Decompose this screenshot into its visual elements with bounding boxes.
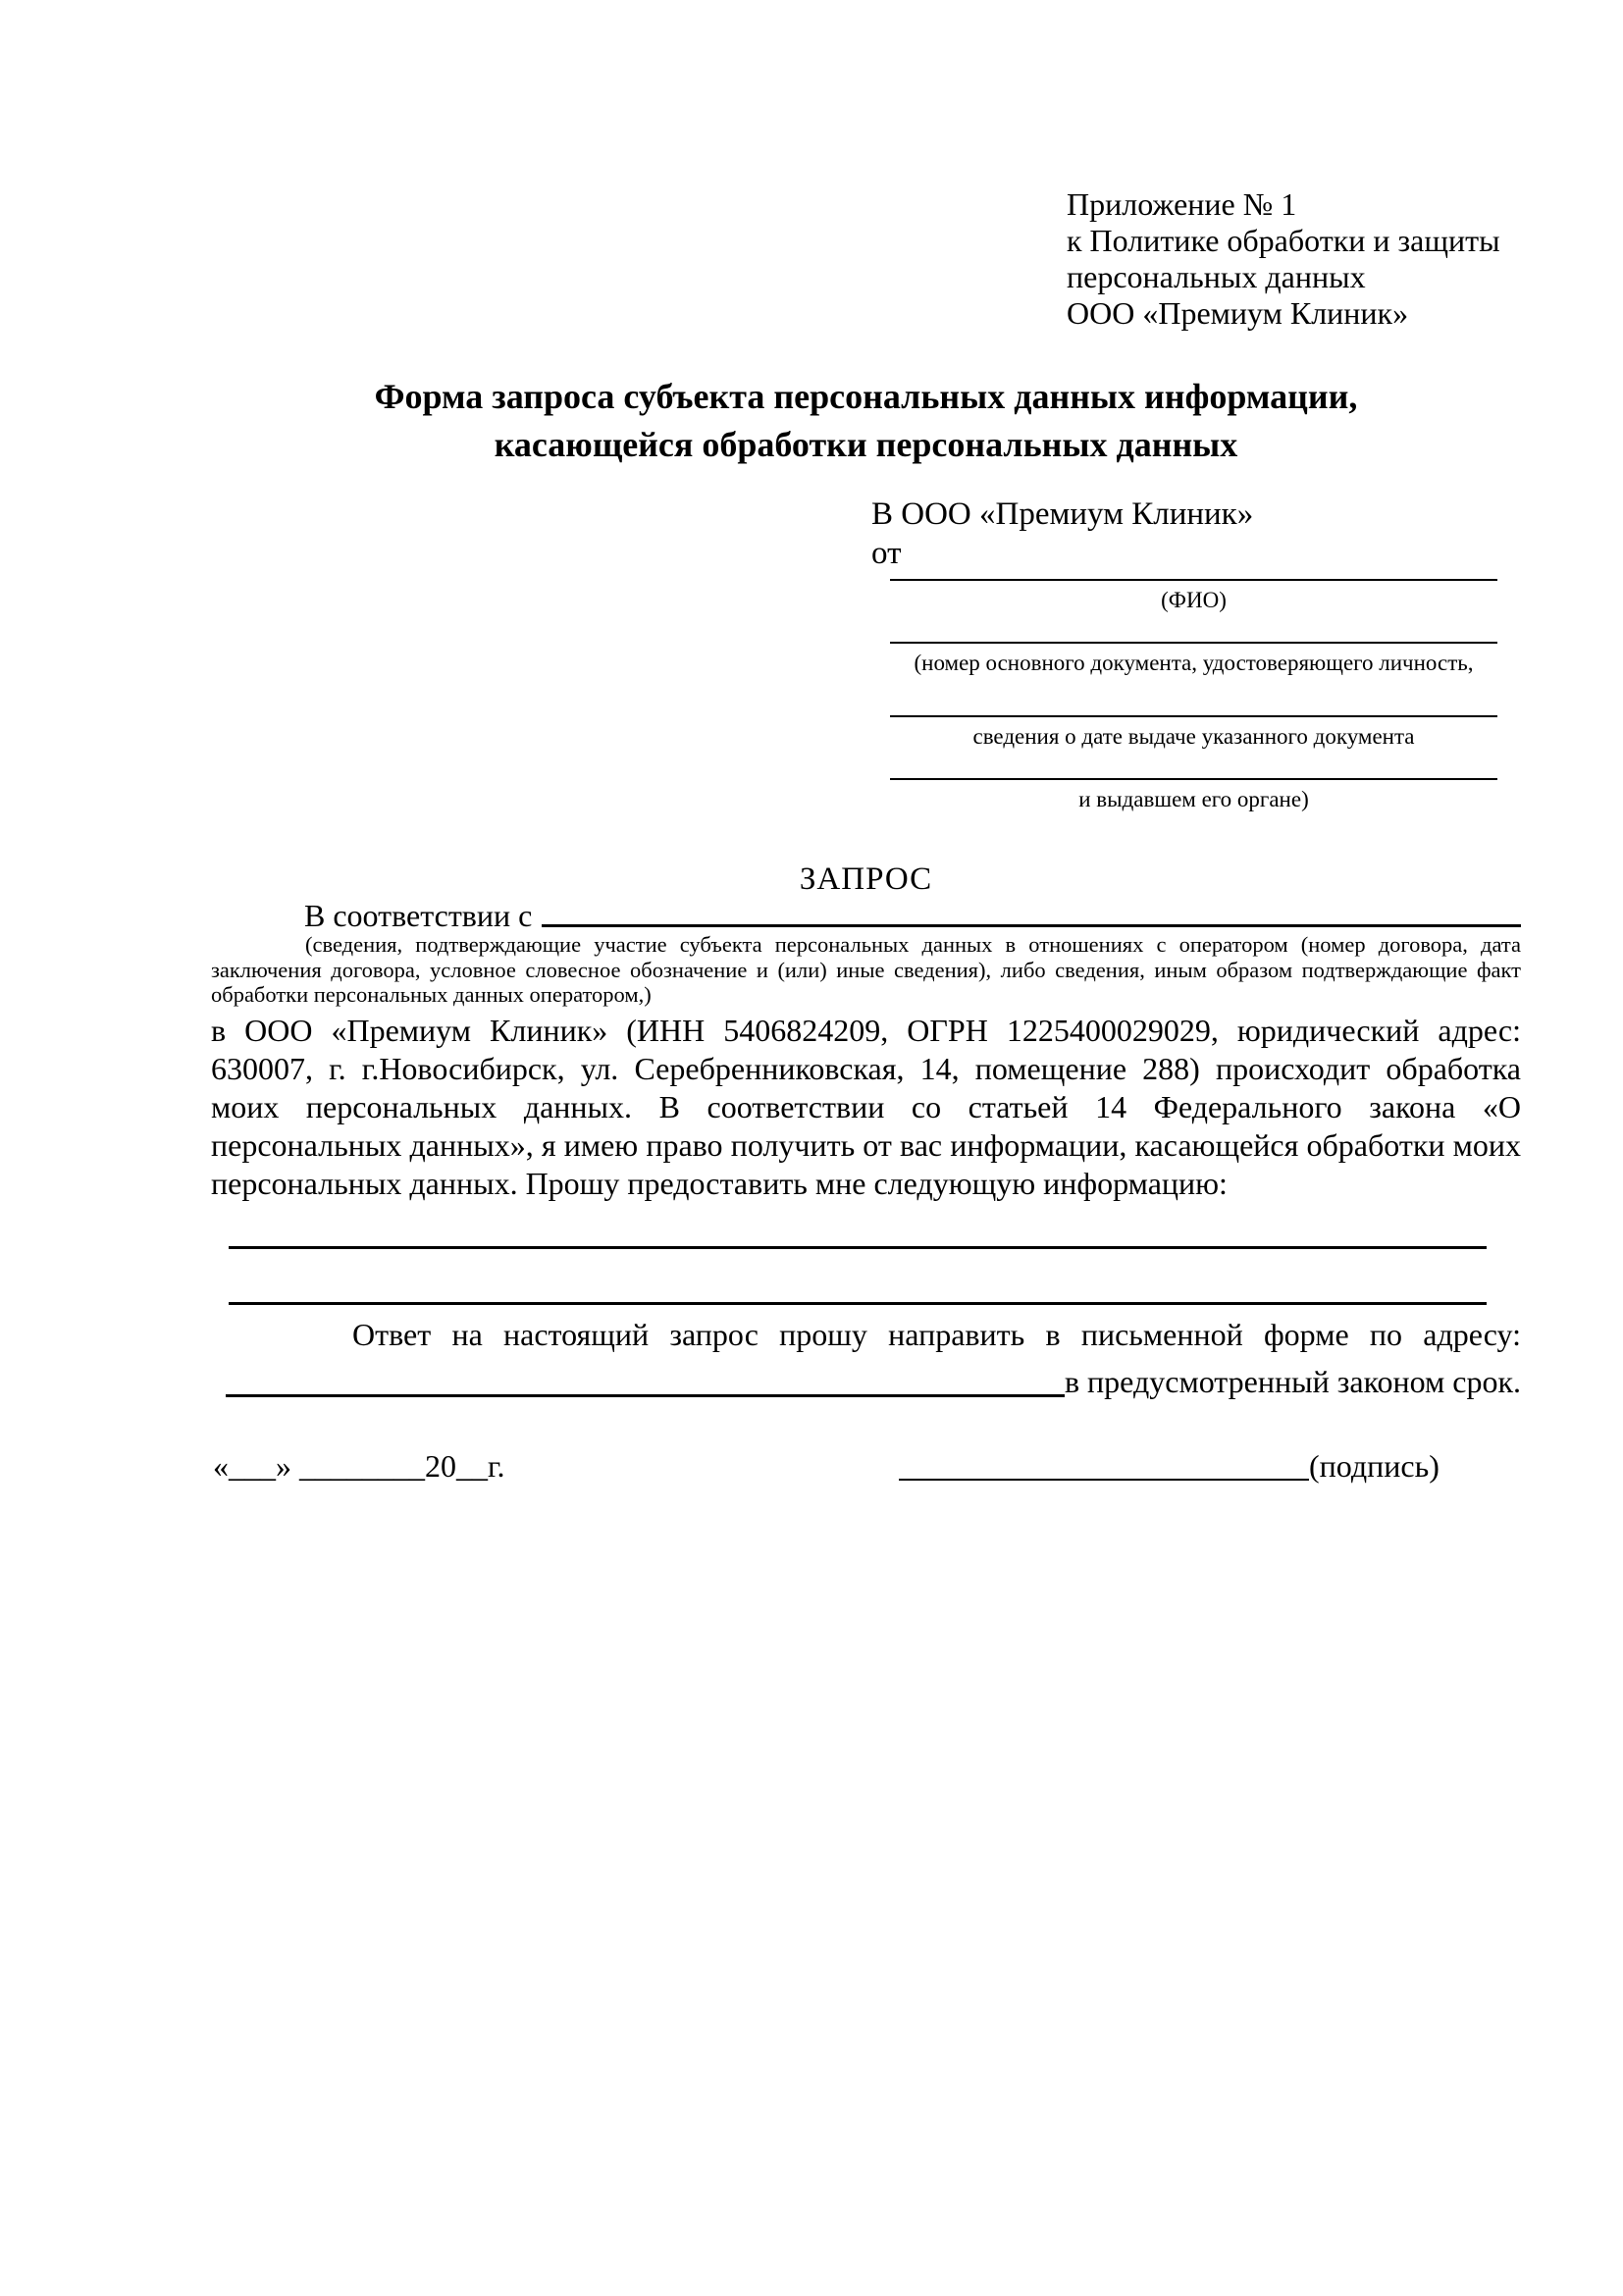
- appendix-line: персональных данных: [1067, 259, 1366, 294]
- fine-print-note: (сведения, подтверждающие участие субъекта персональных данных в отношениях с оператором (номер договора, дата заключения договора, условное словесное обозначение и (или) иные сведения), либо сведения, иным образом подтверждающие факт обработки персональных данных оператором,): [211, 932, 1521, 1007]
- addressee-from-label: от: [871, 536, 902, 571]
- response-line-2-suffix: в предусмотренный законом срок.: [1064, 1364, 1521, 1399]
- response-line-1: Ответ на настоящий запрос прошу направить в письменной форме по адресу:: [352, 1317, 1521, 1352]
- appendix-line: к Политике обработки и защиты: [1067, 223, 1500, 258]
- title-line-1: Форма запроса субъекта персональных данных информации,: [374, 377, 1358, 416]
- request-heading: ЗАПРОС: [799, 861, 933, 897]
- signature-blank-line: [899, 1448, 1309, 1481]
- issue-date-blank-line: [890, 715, 1497, 750]
- signature-caption: (подпись): [1309, 1448, 1440, 1484]
- address-blank-line: [226, 1394, 1065, 1397]
- in-accordance-blank-line: [542, 924, 1521, 927]
- appendix-line: ООО «Премиум Клиник»: [1067, 295, 1409, 331]
- date-signature-row: [211, 1448, 1521, 1492]
- issue-date-caption: сведения о дате выдаче указанного документа: [972, 724, 1415, 749]
- response-line-2: [211, 1358, 1521, 1405]
- answer-blank-line-1: [229, 1246, 1487, 1249]
- document-number-blank-line: [890, 642, 1497, 676]
- fio-blank-line: [890, 579, 1497, 613]
- issuing-authority-caption: и выдавшем его органе): [1078, 787, 1309, 811]
- in-accordance-label: В соответствии с: [304, 898, 533, 933]
- issuing-authority-blank-line: [890, 778, 1497, 812]
- date-blank-line: «___» ________20__г.: [213, 1448, 505, 1484]
- title-line-2: касающейся обработки персональных данных: [494, 425, 1238, 464]
- response-paragraph: [211, 1311, 1521, 1405]
- appendix-header: [1067, 186, 1500, 332]
- answer-blank-line-2: [229, 1302, 1487, 1305]
- fio-caption: (ФИО): [1161, 588, 1227, 612]
- document-title: [211, 373, 1521, 469]
- appendix-line: Приложение № 1: [1067, 186, 1297, 222]
- addressee-to: В ООО «Премиум Клиник»: [871, 496, 1254, 532]
- in-accordance-row: [211, 899, 1521, 932]
- request-body-paragraph: в ООО «Премиум Клиник» (ИНН 5406824209, ОГРН 1225400029029, юридический адрес: 630007, г. г.Новосибирск, ул. Серебренниковская, 14, помещение 288) происходит обработка моих персональных данных. В соответствии со статьей 14 Федерального закона «О персональных данных», я имею право получить от вас информации, касающейся обработки моих персональных данных. Прошу предоставить мне следующую информацию:: [211, 1013, 1521, 1201]
- document-number-caption: (номер основного документа, удостоверяющего личность,: [914, 651, 1474, 675]
- signature-group: [899, 1448, 1440, 1485]
